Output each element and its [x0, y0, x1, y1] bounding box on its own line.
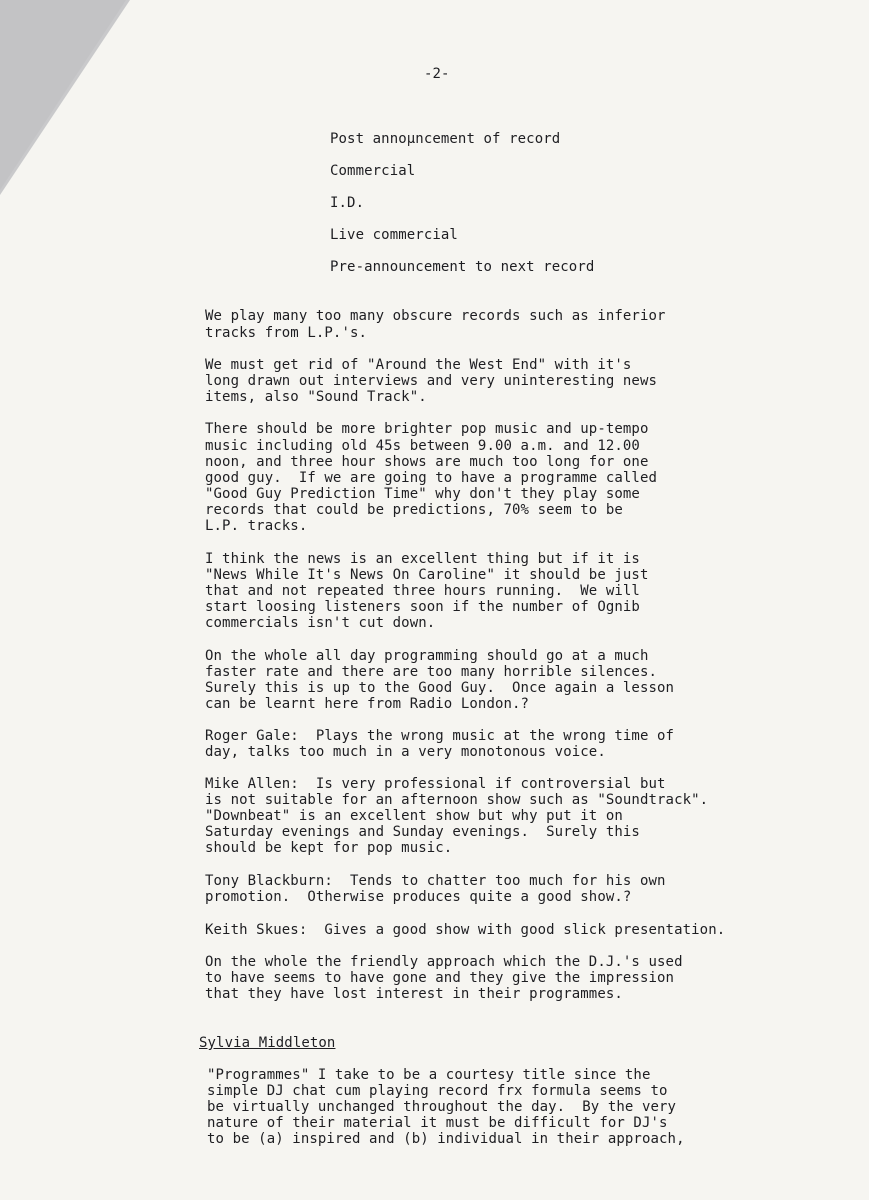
paragraph-line: Tony Blackburn: Tends to chatter too much for his own	[205, 873, 666, 889]
paragraph-line: "Good Guy Prediction Time" why don't they play some	[205, 486, 640, 502]
paragraph-line: Surely this is up to the Good Guy. Once again a lesson	[205, 680, 675, 696]
paragraph-line: I think the news is an excellent thing but if it is	[205, 551, 640, 567]
paragraph-line: commercials isn't cut down.	[205, 615, 436, 631]
list-item: Pre-announcement to next record	[330, 259, 595, 275]
folded-corner-shadow	[0, 0, 126, 190]
paragraph-line: tracks from L.P.'s.	[205, 325, 368, 341]
paragraph-line: nature of their material it must be difficult for DJ's	[207, 1115, 668, 1131]
paragraph-line: that they have lost interest in their programmes.	[205, 986, 623, 1002]
paragraph-line: to have seems to have gone and they give the impression	[205, 970, 675, 986]
paragraph-line: records that could be predictions, 70% seem to be	[205, 502, 623, 518]
paragraph-line: should be kept for pop music.	[205, 840, 453, 856]
paragraph-line: "News While It's News On Caroline" it should be just	[205, 567, 649, 583]
paragraph-line: noon, and three hour shows are much too long for one	[205, 454, 649, 470]
list-item: I.D.	[330, 195, 365, 211]
list-item: Commercial	[330, 163, 416, 179]
paragraph-line: There should be more brighter pop music and up-tempo	[205, 421, 649, 437]
paragraph-line: music including old 45s between 9.00 a.m. and 12.00	[205, 438, 640, 454]
section-heading: Sylvia Middleton	[199, 1035, 336, 1051]
paragraph-line: On the whole all day programming should go at a much	[205, 648, 649, 664]
paragraph-line: Keith Skues: Gives a good show with good slick presentation.	[205, 922, 726, 938]
paragraph-line: On the whole the friendly approach which the D.J.'s used	[205, 954, 683, 970]
paragraph-line: that and not repeated three hours running. We will	[205, 583, 640, 599]
paragraph-line: faster rate and there are too many horrible silences.	[205, 664, 658, 680]
paragraph-line: L.P. tracks.	[205, 518, 308, 534]
list-item: Post annoµncement of record	[330, 131, 561, 147]
paragraph-line: items, also "Sound Track".	[205, 389, 427, 405]
paragraph-line: is not suitable for an afternoon show such as "Soundtrack".	[205, 792, 709, 808]
paragraph-line: to be (a) inspired and (b) individual in their approach,	[207, 1131, 685, 1147]
paragraph-line: day, talks too much in a very monotonous voice.	[205, 744, 606, 760]
paragraph-line: Roger Gale: Plays the wrong music at the wrong time of	[205, 728, 675, 744]
paragraph-line: Mike Allen: Is very professional if controversial but	[205, 776, 666, 792]
paragraph-line: "Programmes" I take to be a courtesy title since the	[207, 1067, 651, 1083]
list-item: Live commercial	[330, 227, 458, 243]
paragraph-line: "Downbeat" is an excellent show but why put it on	[205, 808, 623, 824]
paragraph-line: promotion. Otherwise produces quite a good show.?	[205, 889, 632, 905]
paragraph-line: can be learnt here from Radio London.?	[205, 696, 530, 712]
paragraph-line: Saturday evenings and Sunday evenings. Surely this	[205, 824, 640, 840]
paragraph-line: good guy. If we are going to have a programme called	[205, 470, 658, 486]
paragraph-line: simple DJ chat cum playing record frx formula seems to	[207, 1083, 668, 1099]
paragraph-line: start loosing listeners soon if the number of Ognib	[205, 599, 640, 615]
paragraph-line: We play many too many obscure records such as inferior	[205, 308, 666, 324]
paragraph-line: long drawn out interviews and very uninteresting news	[205, 373, 658, 389]
paragraph-line: We must get rid of "Around the West End" with it's	[205, 357, 632, 373]
paragraph-line: be virtually unchanged throughout the day. By the very	[207, 1099, 677, 1115]
page-number: -2-	[424, 66, 450, 82]
